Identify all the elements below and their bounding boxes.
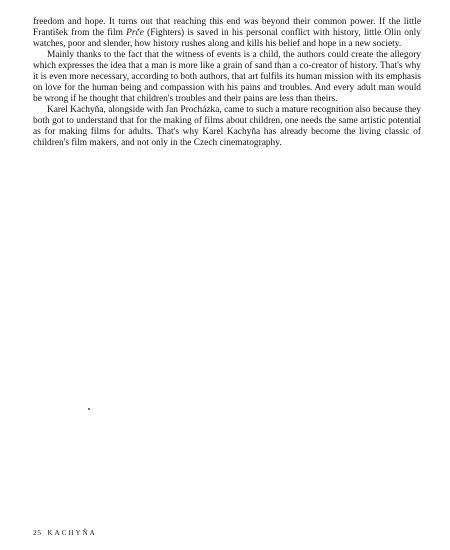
film-title-italic: Prče [126,28,144,38]
page-number: 25 [33,528,42,537]
paragraph-1 [33,17,421,50]
page-footer [33,528,97,537]
paragraph-3-text: Karel Kachyňa, alongside with Jan Procházka, came to such a mature recognition also because they both got to understand that for the making of films about children, one needs the same artistic potential as for making films for adults. That's why Karel Kachyňa has already become the living classic of children's film makers, and not only in the Czech cinematography. [33,105,421,148]
body-text [33,17,421,149]
paragraph-1-text-before: freedom and hope. It turns out that reaching this end was beyond their common power. If the little František from the film [33,17,421,38]
running-head: KACHYŇA [47,530,97,537]
paragraph-3 [33,105,421,149]
paragraph-1-text-after: (Fighters) is saved in his personal conflict with history, little Olin only watches, poor and slender, how history rushes along and kills his belief and hope in a new society. [33,28,421,49]
paragraph-2 [33,50,421,105]
stray-mark [88,408,90,410]
paragraph-2-text: Mainly thanks to the fact that the witness of events is a child, the authors could create the allegory which expresses the idea that a man is more like a grain of sand than a co-creator of history. That's why it is even more necessary, according to both authors, that art fulfils its human mission with its emphasis on love for the human being and compassion with his pains and troubles. And every adult man would be wrong if he thought that children's troubles and their pains are less than theirs. [33,50,421,104]
